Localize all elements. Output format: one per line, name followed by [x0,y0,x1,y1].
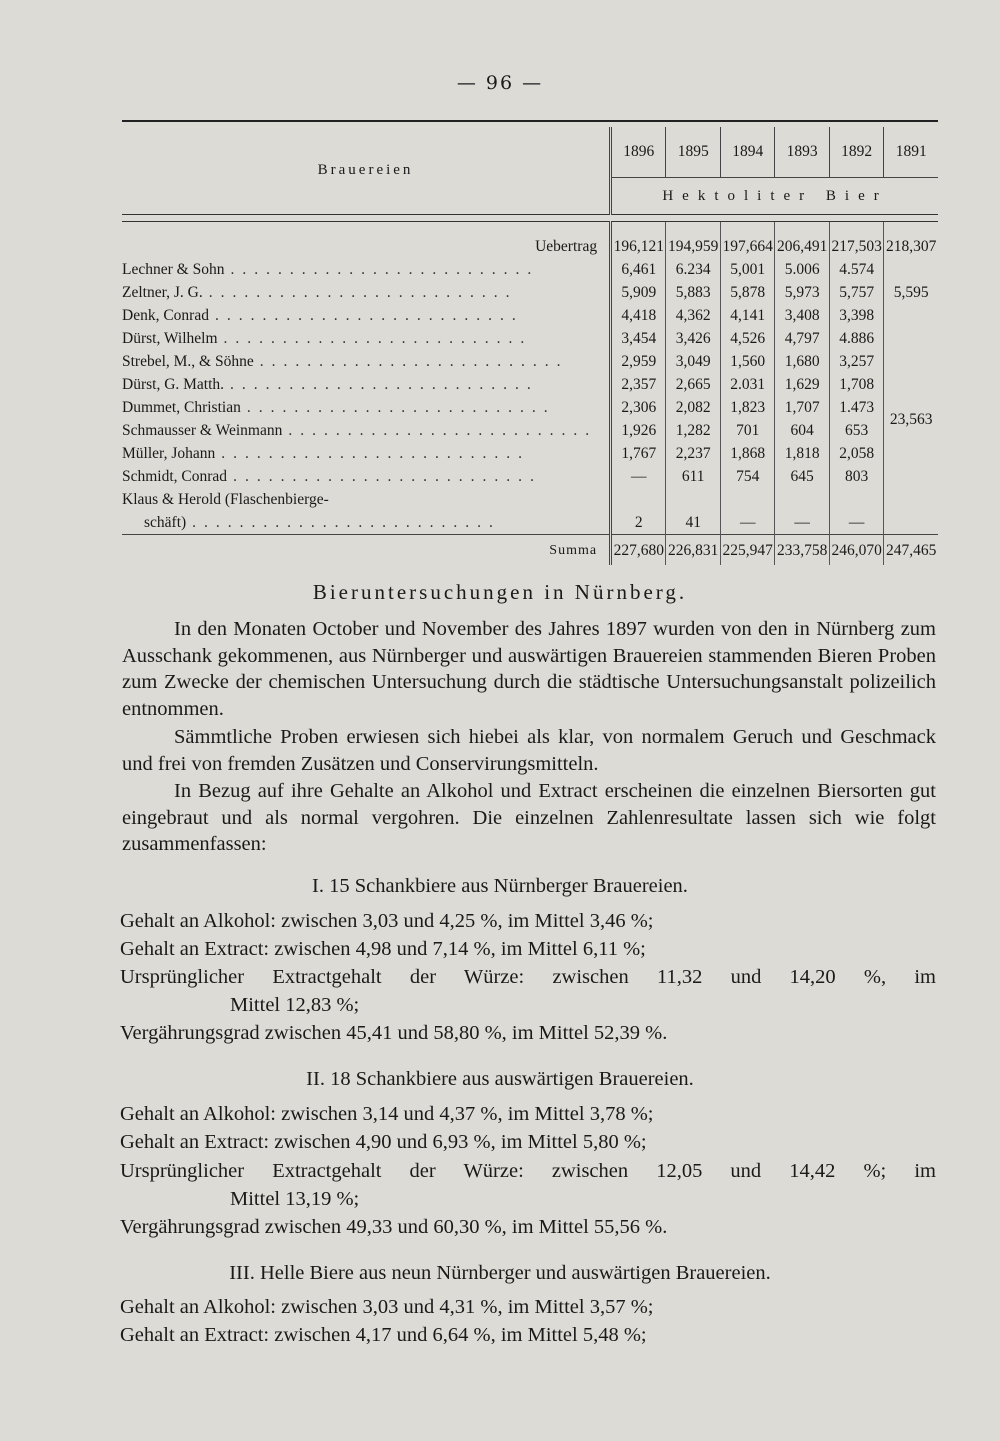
table-cell: 653 [829,419,883,442]
table-cell: 1,767 [611,442,666,465]
table-cell: 196,121 [611,222,666,259]
subsection-heading: I. 15 Schankbiere aus Nürnberger Brauereien. [312,875,688,897]
table-cell: 5,878 [720,281,774,304]
leader-dots: .......................... [230,261,540,278]
table-cell: 218,307 [886,238,937,255]
paragraph: In Bezug auf ihre Gehalte an Alkohol und Extract erscheinen die einzelnen Biersorten gut eingebraut und als normal vergohren. Die einzelnen Zahlenresultate lassen sich wie folgt zusammenfassen: [122,780,936,855]
table-cell: 246,070 [829,535,883,566]
table-row [122,327,938,350]
stat-line: Vergährungsgrad zwischen 49,33 und 60,30 %, im Mittel 55,56 %. [120,1216,668,1238]
table-cell: 6.234 [666,258,720,281]
leader-dots: .......................... [221,445,530,462]
table-row [122,281,938,304]
stat-line: Gehalt an Alkohol: zwischen 3,03 und 4,25 %, im Mittel 3,46 %; [120,910,654,932]
year-header: 1896 [611,127,666,178]
year-header: 1892 [829,127,883,178]
table-cell: 2,959 [611,350,666,373]
table-cell: 227,680 [611,535,666,566]
year-header: 1891 [884,127,938,178]
brewery-name: Strebel, M., & Söhne [122,353,254,370]
table-cell: 2,306 [611,396,666,419]
sum-row [122,535,938,566]
carry-label: Uebertrag [122,222,611,259]
table-cell: 4.886 [829,327,883,350]
table-cell: 1,282 [666,419,720,442]
table-row [122,304,938,327]
table-cell: 5,973 [775,281,829,304]
table-cell: 3,049 [666,350,720,373]
table-cell: 2,237 [666,442,720,465]
brewery-name: Dürst, Wilhelm [122,330,218,347]
stat-line: Gehalt an Alkohol: zwischen 3,14 und 4,37 %, im Mittel 3,78 %; [120,1103,654,1125]
table-cell: 197,664 [720,222,774,259]
brewery-name: Dürst, G. Matth. [122,376,225,393]
brewery-name: Lechner & Sohn [122,261,225,278]
stat-line: Ursprünglicher Extractgehalt der Würze: zwischen 12,05 und 14,42 %; im [120,1160,936,1182]
leader-dots: .......................... [246,399,556,416]
sum-label: Summa [122,535,611,566]
stat-line: Gehalt an Extract: zwischen 4,17 und 6,64 %, im Mittel 5,48 %; [120,1324,647,1346]
table-row [122,488,938,511]
table-row [122,396,938,419]
stat-line: Gehalt an Extract: zwischen 4,90 und 6,93 %, im Mittel 5,80 %; [120,1131,647,1153]
table-cell: 3,426 [666,327,720,350]
table-cell: 4,362 [666,304,720,327]
stat-line: Vergährungsgrad zwischen 45,41 und 58,80 %, im Mittel 52,39 %. [120,1022,668,1044]
table-cell: 1,629 [775,373,829,396]
table-cell [829,488,883,511]
table-cell [666,488,720,511]
table-cell: 4.574 [829,258,883,281]
section-title: Bieruntersuchungen in Nürnberg. [312,580,688,604]
leader-dots: .......................... [230,376,539,393]
table-cell: 2,665 [666,373,720,396]
table-cell: 5,595 [893,284,929,301]
paragraph: In den Monaten October und November des Jahres 1897 wurden von den in Nürnberg zum Ausschank gekommenen, aus Nürnberger und auswärtigen Brauereien stammenden Bieren Proben zum Zwecke der chemischen Untersuchung durch die städtische Untersuchungsanstalt polizeilich entnommen. [122,618,936,720]
table-cell: 754 [720,465,774,488]
subsection-heading: III. Helle Biere aus neun Nürnberger und auswärtigen Brauereien. [229,1262,771,1284]
unit-label: Hektoliter Bier [662,187,888,204]
brewery-table [122,120,938,565]
table-cell: 233,758 [775,535,829,566]
brewery-name: Schmidt, Conrad [122,468,228,485]
table-cell: 5,001 [720,258,774,281]
table-cell: — [720,511,774,535]
year-header: 1894 [720,127,774,178]
leader-dots: .......................... [214,307,524,324]
table-cell: 5.006 [775,258,829,281]
table-cell: 194,959 [666,222,720,259]
table-cell: 1,708 [829,373,883,396]
table-cell: 1,868 [720,442,774,465]
carry-row [122,222,938,259]
table-row [122,373,938,396]
leader-dots: .......................... [192,514,501,531]
brewery-name: Dummet, Christian [122,399,241,416]
table-row [122,442,938,465]
leader-dots: .......................... [223,330,533,347]
table-cell: 5,883 [666,281,720,304]
year-header: 1893 [775,127,829,178]
table-cell: 1,560 [720,350,774,373]
table-cell: 1.473 [829,396,883,419]
brewery-name: Denk, Conrad [122,307,209,324]
subsection-heading: II. 18 Schankbiere aus auswärtigen Brauereien. [306,1068,694,1090]
table-cell: 5,909 [611,281,666,304]
table-row [122,511,938,535]
stat-line: Gehalt an Extract: zwischen 4,98 und 7,14 %, im Mittel 6,11 %; [120,938,646,960]
table-cell: 206,491 [775,222,829,259]
table-row [122,465,938,488]
table-header-label: Brauereien [122,127,611,215]
leader-dots: .......................... [288,422,598,439]
table-cell: 41 [666,511,720,535]
table-cell: 4,526 [720,327,774,350]
brewery-name: Müller, Johann [122,445,216,462]
table-cell: 3,408 [775,304,829,327]
table-cell: 1,926 [611,419,666,442]
stat-line: Mittel 13,19 %; [230,1188,360,1210]
brewery-name: Schmausser & Weinmann [122,422,283,439]
table-cell: 4,418 [611,304,666,327]
table-cell: 803 [829,465,883,488]
leader-dots: .......................... [259,353,569,370]
table-cell: 5,757 [829,281,883,304]
table-cell [775,488,829,511]
brewery-name: Zeltner, J. G. [122,284,203,301]
table-cell: 247,465 [884,535,938,566]
table-cell: — [829,511,883,535]
table-cell: 2 [611,511,666,535]
table-cell [720,488,774,511]
brewery-name: schäft) [144,514,187,531]
year-header: 1895 [666,127,720,178]
table-cell: 3,454 [611,327,666,350]
stat-line: Ursprünglicher Extractgehalt der Würze: zwischen 11,32 und 14,20 %, im [120,966,936,988]
table-cell: 1,823 [720,396,774,419]
page-number: — 96 — [456,72,544,94]
table-cell: 611 [666,465,720,488]
table-cell: 2,058 [829,442,883,465]
table-cell: 217,503 [829,222,883,259]
table-row [122,350,938,373]
table-cell: 1,680 [775,350,829,373]
stat-line: Gehalt an Alkohol: zwischen 3,03 und 4,31 %, im Mittel 3,57 %; [120,1296,654,1318]
stat-line: Mittel 12,83 %; [230,994,360,1016]
leader-dots: .......................... [208,284,518,301]
table-cell: 701 [720,419,774,442]
table-cell: — [775,511,829,535]
table-row [122,419,938,442]
table-cell: 4,797 [775,327,829,350]
table-cell [611,488,666,511]
table-cell: 1,818 [775,442,829,465]
paragraph: Sämmtliche Proben erwiesen sich hiebei als klar, von normalem Geruch und Geschmack und frei von fremden Zusätzen und Conservirungsmitteln. [122,726,936,775]
table-cell: 4,141 [720,304,774,327]
table-cell: 604 [775,419,829,442]
table-cell: — [611,465,666,488]
brewery-name: Klaus & Herold (Flaschenbierge- [122,491,329,508]
table-cell: 2.031 [720,373,774,396]
table-cell: 2,082 [666,396,720,419]
table-cell: 23,563 [889,410,933,428]
table-cell: 3,398 [829,304,883,327]
table-cell: 225,947 [720,535,774,566]
table-cell: 2,357 [611,373,666,396]
table-cell: 226,831 [666,535,720,566]
table-cell: 645 [775,465,829,488]
table-cell: 3,257 [829,350,883,373]
table-cell: 6,461 [611,258,666,281]
leader-dots: .......................... [233,468,542,485]
table-cell: 1,707 [775,396,829,419]
table-row [122,258,938,281]
